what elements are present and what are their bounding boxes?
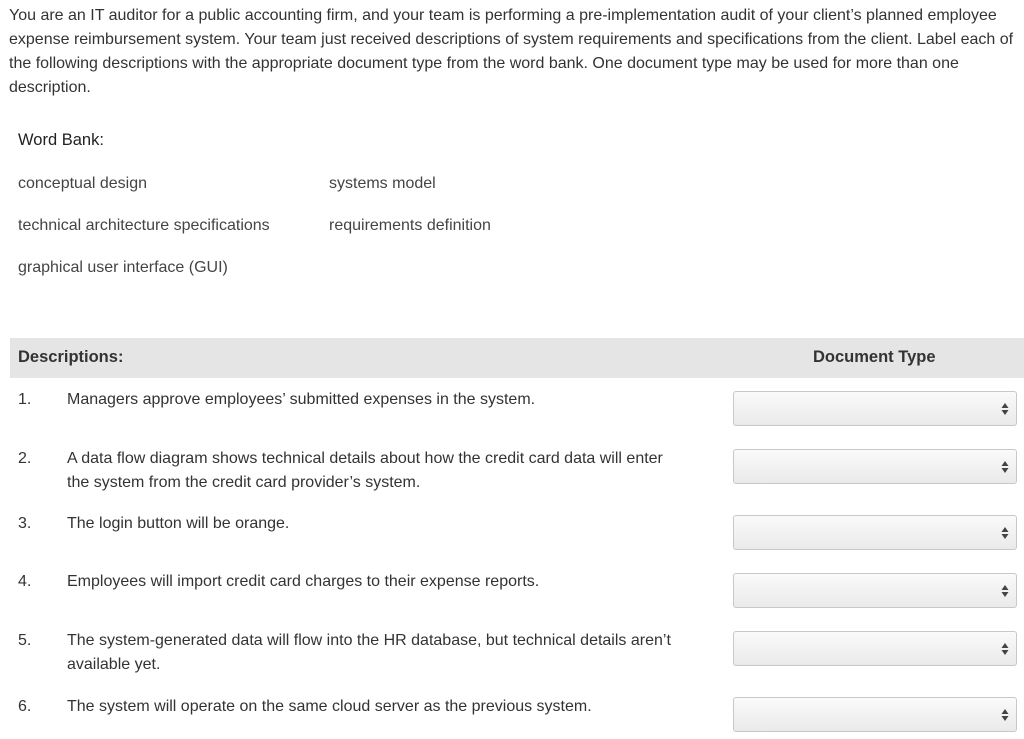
word-bank-item: conceptual design: [18, 175, 147, 192]
word-bank-item: technical architecture specifications: [18, 217, 270, 234]
up-down-arrows-icon: [1001, 641, 1009, 657]
description-text: The system-generated data will flow into the HR database, but technical details aren’t available yet.: [67, 632, 671, 673]
document-type-select[interactable]: [733, 449, 1017, 484]
row-number: 3.: [18, 515, 32, 532]
description-text: Managers approve employees’ submitted expenses in the system.: [67, 391, 536, 408]
description-text: The system will operate on the same cloud server as the previous system.: [67, 698, 592, 715]
up-down-arrows-icon: [1001, 583, 1009, 599]
word-bank-title: Word Bank:: [18, 131, 104, 149]
descriptions-header: Descriptions:: [18, 348, 124, 366]
up-down-arrows-icon: [1001, 525, 1009, 541]
up-down-arrows-icon: [1001, 459, 1009, 475]
word-bank-item: graphical user interface (GUI): [18, 259, 228, 276]
up-down-arrows-icon: [1001, 707, 1009, 723]
row-number: 1.: [18, 391, 32, 408]
row-number: 5.: [18, 632, 32, 649]
description-text: A data flow diagram shows technical details about how the credit card data will enter the system from the credit card provider’s system.: [67, 450, 663, 491]
description-text: The login button will be orange.: [67, 515, 290, 532]
row-number: 2.: [18, 450, 32, 467]
word-bank-item: requirements definition: [329, 217, 491, 234]
table-header: [10, 338, 1024, 378]
document-type-select[interactable]: [733, 391, 1017, 426]
row-number: 4.: [18, 573, 32, 590]
document-type-select[interactable]: [733, 515, 1017, 550]
row-number: 6.: [18, 698, 32, 715]
description-text: Employees will import credit card charges to their expense reports.: [67, 573, 540, 590]
instructions-text: You are an IT auditor for a public accounting firm, and your team is performing a pre-implementation audit of your client’s planned employee expense reimbursement system. Your team just received descriptions of system requirements and specifications from the client. Label each of the following descriptions with the appropriate document type from the word bank. One document type may be used for more than one description.: [9, 7, 1014, 96]
document-type-select[interactable]: [733, 631, 1017, 666]
document-type-select[interactable]: [733, 697, 1017, 732]
document-type-header: Document Type: [813, 348, 936, 366]
up-down-arrows-icon: [1001, 401, 1009, 417]
word-bank-item: systems model: [329, 175, 436, 192]
document-type-select[interactable]: [733, 573, 1017, 608]
